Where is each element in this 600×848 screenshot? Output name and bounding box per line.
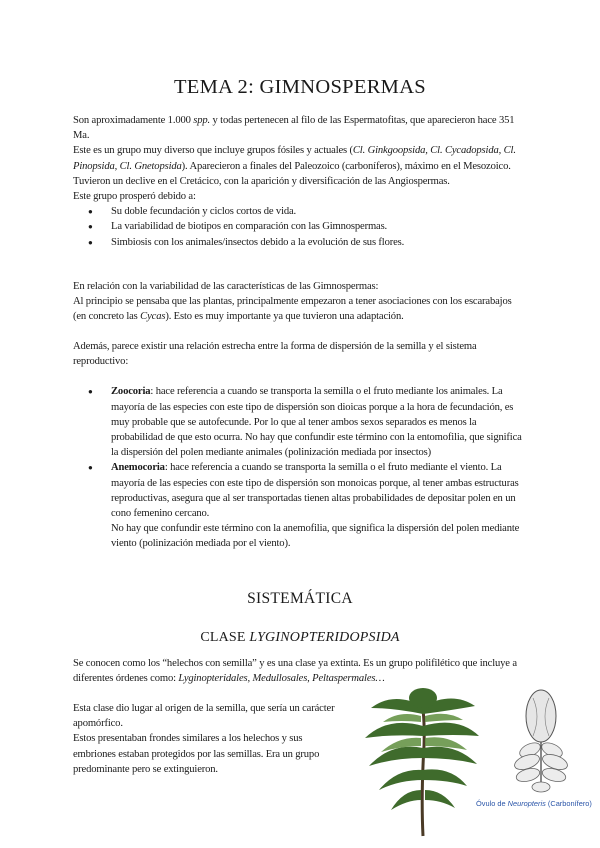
caption-text: (Carbonífero) bbox=[545, 799, 592, 808]
variability-paragraph-1: En relación con la variabilidad de las características de las Gimnospermas: bbox=[73, 281, 379, 292]
class-paragraph-1 bbox=[73, 656, 521, 686]
intro-text: y todas pertenecen al filo de las Espermatofitas, que aparecieron hace 351 Ma. bbox=[73, 115, 515, 142]
intro-paragraph-3: Este grupo prosperó debido a: bbox=[73, 191, 196, 203]
class-paragraph-3: Estos presentaban frondes similares a los helechos y sus embriones estaban protegidos por las semillas. Era un grupo predominante pero se extinguieron. bbox=[73, 733, 320, 775]
intro-text: Este es un grupo muy diverso que incluye grupos fósiles y actuales ( bbox=[73, 145, 353, 157]
caption-genus: Neuropteris bbox=[507, 799, 546, 808]
dispersal-paragraph: Además, parece existir una relación estrecha entre la forma de dispersión de la semilla y el sistema reproductivo: bbox=[73, 341, 477, 368]
dispersal-list bbox=[73, 384, 527, 551]
variability-paragraph-2 bbox=[73, 294, 527, 324]
zoocoria-text: : hace referencia a cuando se transporta la semilla o el fruto mediante los animales. La mayoría de las especies con este tipo de dispersión son dioicas porque a la hora de fecundación, es muy probable que se autofecunde. Por lo que al tener ambos sexos separados es menos la probabilidad de que esto ocurra. No hay que confundir este término con la entomofilia, que significa la dispersión del polen mediante animales (polinización mediada por insectos) bbox=[111, 386, 522, 459]
section-title-sistematica: SISTEMÁTICA bbox=[247, 590, 353, 607]
success-factors-list bbox=[73, 204, 527, 250]
class-details bbox=[73, 701, 343, 777]
anemocoria-extra-text: No hay que confundir este término con la anemofilia, que significa la dispersión del polen mediante viento (polinización mediada por el viento). bbox=[111, 523, 520, 550]
list-item: ● La variabilidad de biotipos en comparación con las Gimnospermas. bbox=[73, 219, 527, 234]
page-title: TEMA 2: GIMNOSPERMAS bbox=[173, 76, 427, 98]
zoocoria-term: Zoocoria bbox=[111, 386, 151, 398]
anemocoria-text: : hace referencia a cuando se transporta la semilla o el fruto mediante el viento. La mayoría de las especies con este tipo de dispersión son monoicas porque, al tener ambas estructuras reproductivas, asegura que al ser transportadas tienen altas probabilidades de depositar polen en un cono femenino cercano. bbox=[111, 462, 519, 520]
ovule-caption bbox=[476, 799, 600, 808]
intro-paragraph-1 bbox=[73, 113, 527, 143]
intro-text: Son aproximadamente 1.000 bbox=[73, 115, 194, 126]
list-item-anemocoria bbox=[73, 460, 527, 551]
class-paragraph-2: Esta clase dio lugar al origen de la semilla, que sería un carácter apomórfico. bbox=[73, 703, 335, 730]
intro-text: ). Aparecieron a finales del Paleozoico (carboníferos), máximo en el Mesozoico. Tuvieron un declive en el Cretácico, con la aparición y diversificación de las Angiospermas. bbox=[73, 160, 511, 187]
dispersal-section bbox=[73, 339, 527, 552]
seed-fern-illustration bbox=[363, 686, 481, 838]
variability-text: Al principio se pensaba que las plantas, principalmente empezaron a tener asociaciones con los escarabajos (en concreto las bbox=[73, 296, 512, 323]
variability-text: ). Esto es muy importante ya que tuvieron una adaptación. bbox=[165, 311, 404, 323]
list-item: ● Simbiosis con los animales/insectos debido a la evolución de sus flores. bbox=[73, 235, 527, 250]
variability-section bbox=[73, 279, 527, 325]
intro-paragraph-2 bbox=[73, 143, 527, 189]
caption-text: Óvulo de bbox=[476, 799, 508, 808]
anemocoria-term: Anemocoria bbox=[111, 462, 165, 474]
class-title bbox=[0, 630, 600, 646]
list-item: ● Su doble fecundación y ciclos cortos de vida. bbox=[73, 204, 527, 219]
class-name: LYGINOPTERIDOPSIDA bbox=[249, 630, 400, 645]
class-prefix: CLASE bbox=[200, 630, 250, 645]
class-groups: Cl. Ginkgoopsida, Cl. Cycadopsida, Cl. Pinopsida, Cl. Gnetopsida bbox=[73, 145, 516, 172]
orders-list: Lyginopteridales, Medullosales, Peltaspermales… bbox=[178, 673, 385, 685]
class-intro bbox=[73, 656, 521, 686]
ovule-illustration bbox=[497, 684, 585, 794]
class-text: Se conocen como los “helechos con semilla” y es una clase ya extinta. Es un grupo polifilético que incluye a diferentes órdenes como: bbox=[73, 658, 517, 685]
list-item-zoocoria bbox=[73, 384, 527, 460]
intro-section bbox=[73, 113, 527, 250]
spp-abbreviation: spp. bbox=[193, 115, 211, 126]
cycas-term: Cycas bbox=[140, 311, 166, 323]
